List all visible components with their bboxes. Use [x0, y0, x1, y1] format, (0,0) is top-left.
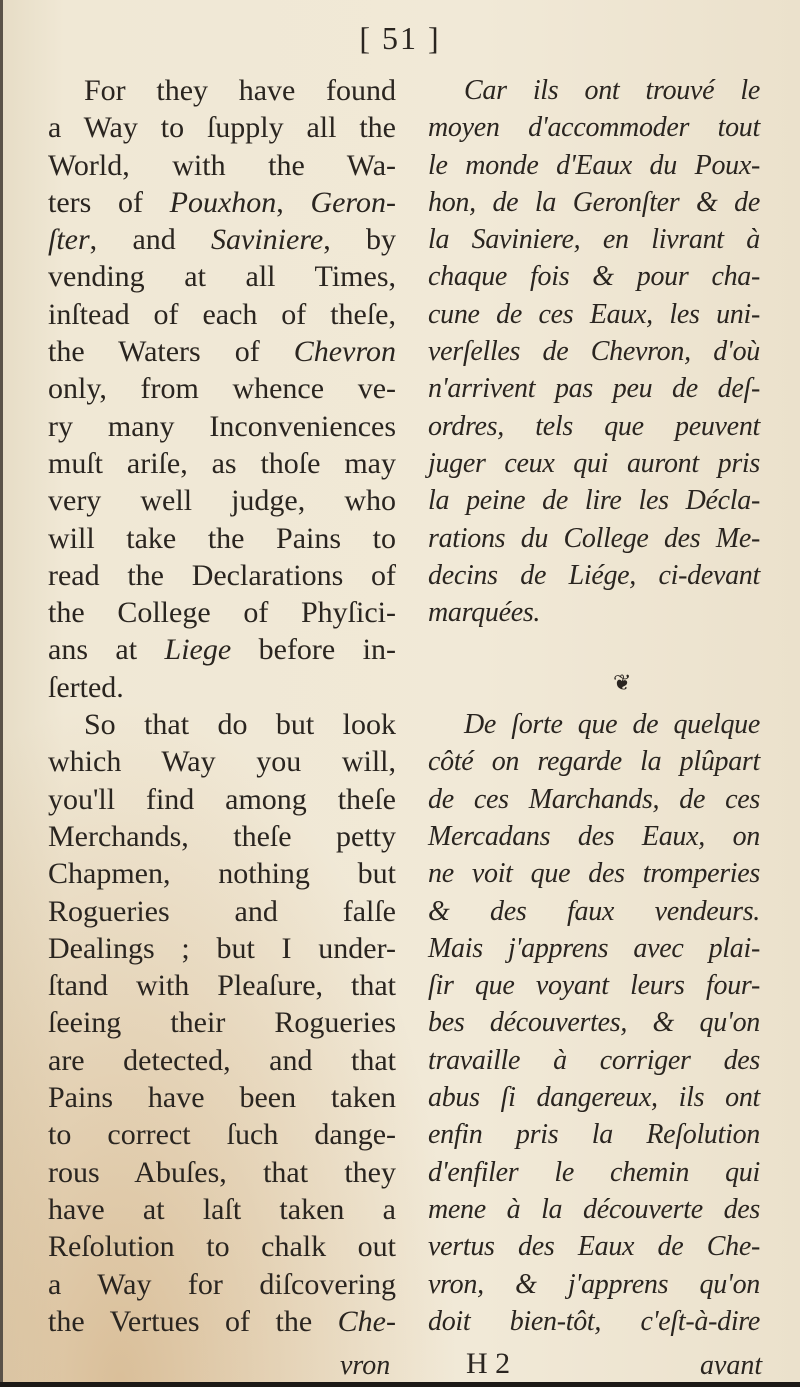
text-segment: the College of Phyſici- — [48, 596, 396, 630]
english-text-line — [48, 855, 396, 892]
french-text-line — [428, 1266, 760, 1303]
french-text-line — [428, 147, 760, 184]
french-text-line — [428, 258, 760, 295]
english-text-line — [48, 258, 396, 295]
french-text-line — [428, 109, 760, 146]
text-segment: ſerted. — [48, 670, 124, 704]
catchword-french: avant — [700, 1350, 763, 1381]
text-segment: Chapmen, nothing but — [48, 857, 396, 891]
french-text-line — [428, 1042, 760, 1079]
text-segment: the Waters of — [48, 335, 294, 369]
text-segment: abus ſi dangereux, ils ont — [428, 1082, 760, 1114]
text-segment: Che- — [337, 1304, 396, 1338]
text-segment: ordres, tels que peuvent — [428, 410, 760, 442]
english-text-line — [48, 520, 396, 557]
text-segment: le monde d'Eaux du Poux- — [428, 149, 760, 181]
english-text-line — [48, 706, 396, 743]
french-text-line — [428, 184, 760, 221]
text-segment: ſeeing their Rogueries — [48, 1006, 396, 1040]
english-text-line — [48, 296, 396, 333]
english-text-line — [48, 781, 396, 818]
french-text-line — [428, 818, 760, 855]
text-segment: have at laſt taken a — [48, 1192, 396, 1226]
text-segment: enfin pris la Reſolution — [428, 1119, 760, 1151]
text-segment: ans at — [48, 633, 165, 667]
english-text-line — [48, 669, 396, 706]
text-segment: ſter — [48, 223, 90, 257]
english-text-line — [48, 72, 396, 109]
french-text-line — [428, 1303, 760, 1340]
text-segment: cune de ces Eaux, les uni- — [428, 298, 760, 330]
french-text-line — [428, 1079, 760, 1116]
french-text-line — [428, 1154, 760, 1191]
english-text-line — [48, 445, 396, 482]
english-text-line — [48, 109, 396, 146]
french-text-line — [428, 1004, 760, 1041]
text-segment: bes découvertes, & qu'on — [428, 1007, 760, 1039]
french-text-line — [428, 743, 760, 780]
french-column — [428, 72, 760, 1340]
text-segment: Geron- — [310, 185, 396, 219]
text-segment: only, from whence ve- — [48, 372, 396, 406]
english-text-line — [48, 594, 396, 631]
text-segment: la Saviniere, en livrant à — [428, 224, 760, 256]
english-text-line — [48, 1079, 396, 1116]
signature-mark: H 2 — [466, 1347, 511, 1380]
french-text-line — [428, 1191, 760, 1228]
french-text-line — [428, 72, 760, 109]
text-segment: World, with the Wa- — [48, 148, 396, 182]
french-text-line — [428, 296, 760, 333]
french-text-line — [428, 631, 760, 668]
english-text-line — [48, 1116, 396, 1153]
text-segment: verſelles de Chevron, d'où — [428, 336, 760, 368]
text-segment: , and — [89, 223, 212, 257]
text-segment: Merchands, theſe petty — [48, 819, 396, 853]
english-text-line — [48, 370, 396, 407]
text-segment: Chevron — [293, 335, 396, 369]
text-segment: Pouxhon — [169, 185, 277, 219]
text-segment: So that do but look — [84, 708, 396, 742]
page-bottom-edge — [0, 1382, 800, 1387]
text-segment: rations du College des Me- — [428, 522, 760, 554]
french-text-line — [428, 520, 760, 557]
text-segment: inſtead of each of theſe, — [48, 297, 396, 331]
text-segment: , by — [323, 223, 396, 257]
text-segment: Mercadans des Eaux, on — [428, 820, 760, 852]
french-text-line — [428, 781, 760, 818]
english-text-line — [48, 1303, 396, 1340]
text-segment: ry many Inconveniences — [48, 409, 396, 443]
ornament-icon: ❦ — [613, 670, 632, 695]
french-text-line — [428, 557, 760, 594]
text-segment: read the Declarations of — [48, 558, 396, 592]
text-segment: decins de Liége, ci-devant — [428, 559, 760, 591]
english-text-line — [48, 1266, 396, 1303]
page-edge — [0, 0, 3, 1387]
french-text-line — [428, 930, 760, 967]
text-segment: muſt ariſe, as thoſe may — [48, 446, 396, 480]
english-text-line — [48, 482, 396, 519]
text-segment: , — [276, 185, 311, 219]
text-segment: juger ceux qui auront pris — [428, 447, 760, 479]
english-text-line — [48, 743, 396, 780]
french-text-line — [428, 1116, 760, 1153]
english-text-line — [48, 333, 396, 370]
text-segment: Rogueries and falſe — [48, 894, 396, 928]
text-segment: rous Abuſes, that they — [48, 1155, 396, 1189]
english-text-line — [48, 147, 396, 184]
french-text-line — [428, 408, 760, 445]
text-segment: chaque fois & pour cha- — [428, 261, 760, 293]
text-segment: Car ils ont trouvé le — [464, 75, 760, 106]
english-text-line — [48, 221, 396, 258]
page-number: [ 51 ] — [359, 20, 441, 56]
text-segment: before in- — [231, 633, 397, 667]
english-text-line — [48, 893, 396, 930]
text-segment: n'arrivent pas peu de deſ- — [428, 373, 760, 405]
text-segment: ſtand with Pleaſure, that — [48, 969, 396, 1003]
text-segment: vertus des Eaux de Che- — [428, 1231, 760, 1263]
text-segment: a Way for diſcovering — [48, 1267, 396, 1301]
french-text-line — [428, 1228, 760, 1265]
english-text-line — [48, 1042, 396, 1079]
french-text-line — [428, 855, 760, 892]
text-segment: marquées. — [428, 597, 541, 629]
english-text-line — [48, 557, 396, 594]
french-text-line — [428, 967, 760, 1004]
text-segment: & des faux vendeurs. — [428, 895, 760, 927]
catchword-english: vron — [340, 1350, 391, 1381]
english-text-line — [48, 408, 396, 445]
text-segment: ters of — [48, 185, 170, 219]
text-segment: ne voit que des tromperies — [428, 858, 760, 890]
english-text-line — [48, 1154, 396, 1191]
text-segment: the Vertues of the — [48, 1304, 338, 1338]
english-text-line — [48, 1191, 396, 1228]
text-segment: Saviniere — [211, 223, 324, 257]
text-segment: vron, & j'apprens qu'on — [428, 1268, 760, 1300]
text-segment: Liege — [164, 633, 232, 667]
english-text-line — [48, 818, 396, 855]
text-segment: Reſolution to chalk out — [48, 1230, 396, 1264]
french-text-line — [428, 445, 760, 482]
french-text-line — [428, 893, 760, 930]
text-segment: ſir que voyant leurs four- — [428, 970, 760, 1002]
english-text-line — [48, 930, 396, 967]
english-text-line — [48, 1228, 396, 1265]
text-segment: Pains have been taken — [48, 1081, 396, 1115]
english-text-line — [48, 184, 396, 221]
text-segment: doit bien-tôt, c'eſt-à-dire — [428, 1305, 760, 1337]
text-segment: are detected, and that — [48, 1043, 396, 1077]
french-text-line — [428, 594, 760, 631]
english-column — [48, 72, 396, 1340]
english-text-line — [48, 631, 396, 668]
french-text-line — [428, 706, 760, 743]
text-segment: vending at all Times, — [48, 260, 396, 294]
text-segment: will take the Pains to — [48, 521, 396, 555]
text-segment: a Way to ſupply all the — [48, 111, 396, 145]
english-text-line — [48, 1004, 396, 1041]
french-text-line — [428, 669, 760, 706]
text-segment: to correct ſuch dange- — [48, 1118, 396, 1152]
french-text-line — [428, 333, 760, 370]
text-segment: very well judge, who — [48, 484, 396, 518]
text-segment: de ces Marchands, de ces — [428, 783, 760, 815]
text-segment: Dealings ; but I under- — [48, 931, 396, 965]
text-segment: côté on regarde la plûpart — [428, 746, 760, 778]
french-text-line — [428, 370, 760, 407]
french-text-line — [428, 482, 760, 519]
french-text-line — [428, 221, 760, 258]
text-segment: mene à la découverte des — [428, 1193, 760, 1225]
text-segment: la peine de lire les Décla- — [428, 485, 760, 517]
text-segment: moyen d'accommoder tout — [428, 112, 760, 144]
english-text-line — [48, 967, 396, 1004]
text-segment: Mais j'apprens avec plai- — [428, 932, 760, 964]
text-segment: De ſorte que de quelque — [464, 709, 760, 741]
text-segment: For they have found — [84, 74, 396, 107]
text-segment: which Way you will, — [48, 745, 396, 779]
text-segment: hon, de la Geronſter & de — [428, 186, 760, 218]
text-segment: d'enfiler le chemin qui — [428, 1156, 760, 1188]
text-segment: you'll find among theſe — [48, 782, 396, 816]
text-segment: travaille à corriger des — [428, 1044, 760, 1076]
